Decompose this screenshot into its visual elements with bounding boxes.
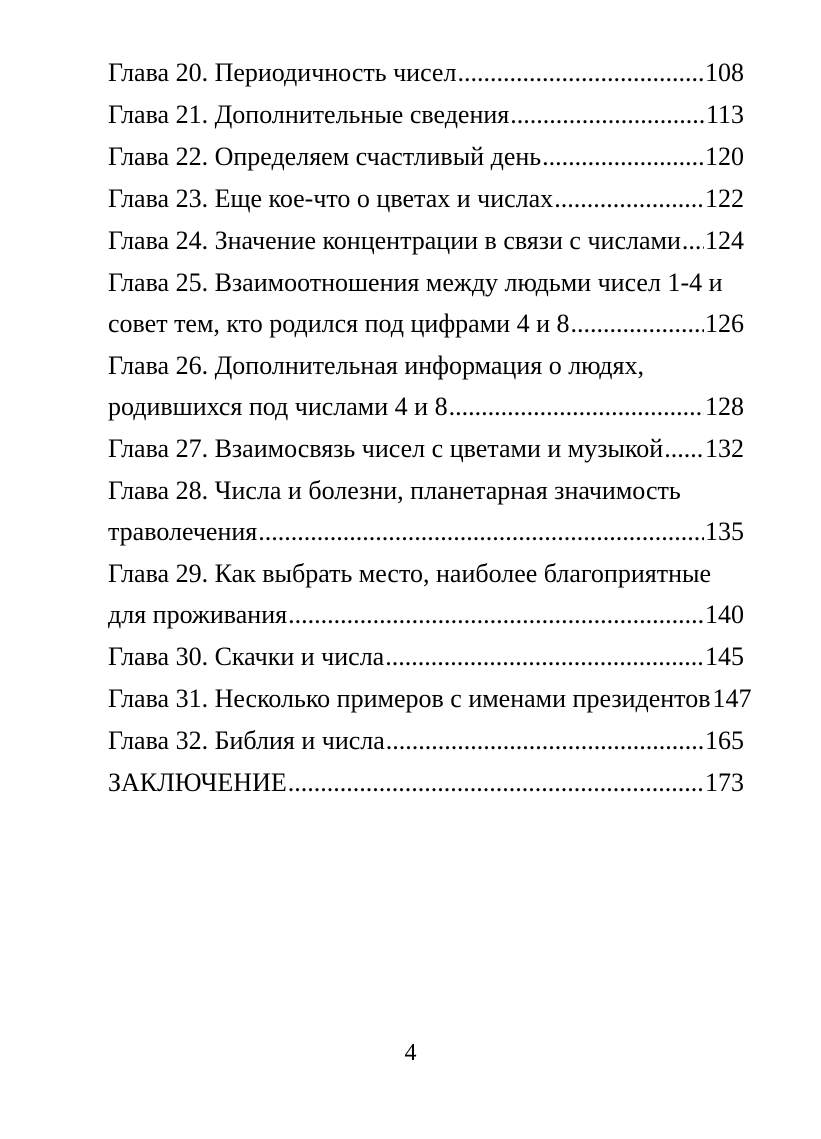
toc-entry bbox=[108, 678, 752, 719]
dot-leader bbox=[449, 386, 704, 427]
toc-entry bbox=[108, 636, 744, 677]
toc-entry-title: Глава 30. Скачки и числа bbox=[108, 642, 385, 671]
toc-entry-line bbox=[108, 52, 744, 93]
toc-entry-page: 113 bbox=[705, 100, 744, 129]
dot-leader bbox=[542, 136, 704, 177]
toc-entry bbox=[108, 762, 744, 803]
toc-entry bbox=[108, 220, 744, 261]
toc-entry-title: Глава 24. Значение концентрации в связи с числами bbox=[108, 226, 681, 255]
toc-entry bbox=[108, 345, 744, 427]
toc-entry-title: Глава 20. Периодичность чисел bbox=[108, 58, 457, 87]
toc-entry bbox=[108, 262, 744, 344]
toc-entry bbox=[108, 52, 744, 93]
toc-entry-page: 132 bbox=[705, 434, 744, 463]
dot-leader bbox=[457, 52, 704, 93]
toc-entry bbox=[108, 178, 744, 219]
dot-leader bbox=[682, 220, 704, 261]
toc-entry-title: Глава 23. Еще кое-что о цветах и числах bbox=[108, 184, 554, 213]
toc-entry-title: родившихся под числами 4 и 8 bbox=[108, 392, 448, 421]
toc-entry-title: Глава 31. Несколько примеров с именами президентов bbox=[108, 684, 711, 713]
toc-entry-page: 173 bbox=[705, 768, 744, 797]
dot-leader bbox=[510, 94, 705, 135]
toc-entry-title: ЗАКЛЮЧЕНИЕ bbox=[108, 768, 287, 797]
toc-entry-line bbox=[108, 470, 744, 511]
toc-entry-title: Глава 27. Взаимосвязь чисел с цветами и музыкой bbox=[108, 434, 664, 463]
toc-entry-title: Глава 29. Как выбрать место, наиболее благоприятные bbox=[108, 559, 711, 588]
toc-entry-page: 122 bbox=[705, 184, 744, 213]
dot-leader bbox=[571, 303, 705, 344]
toc-entry-title: Глава 25. Взаимоотношения между людьми чисел 1-4 и bbox=[108, 268, 723, 297]
toc-entry-line bbox=[108, 511, 744, 552]
toc-entry-page: 124 bbox=[705, 226, 744, 255]
page-number: 4 bbox=[404, 1040, 417, 1066]
toc-entry-line bbox=[108, 94, 744, 135]
toc-entry bbox=[108, 428, 744, 469]
toc-entry-page: 135 bbox=[705, 517, 744, 546]
toc-entry-line bbox=[108, 136, 744, 177]
toc-entry-title: Глава 28. Числа и болезни, планетарная значимость bbox=[108, 476, 681, 505]
toc-entry-page: 108 bbox=[705, 58, 744, 87]
toc-entry-page: 120 bbox=[705, 142, 744, 171]
toc-entry-page: 126 bbox=[705, 309, 744, 338]
toc-entry-line bbox=[108, 386, 744, 427]
toc-entry-line bbox=[108, 220, 744, 261]
toc-entry-title: Глава 32. Библия и числа bbox=[108, 726, 385, 755]
toc-entry-page: 140 bbox=[705, 600, 744, 629]
toc-entry bbox=[108, 94, 744, 135]
toc-entry bbox=[108, 136, 744, 177]
toc-entry-page: 128 bbox=[705, 392, 744, 421]
toc-entry-line bbox=[108, 594, 744, 635]
toc-entry-line bbox=[108, 428, 744, 469]
toc-entry-line bbox=[108, 762, 744, 803]
toc-entry-line bbox=[108, 678, 752, 719]
dot-leader bbox=[554, 178, 704, 219]
toc-entry bbox=[108, 470, 744, 552]
toc-entry-line bbox=[108, 178, 744, 219]
toc-entry-page: 165 bbox=[705, 726, 744, 755]
toc-entry-line bbox=[108, 303, 744, 344]
toc-entry-line bbox=[108, 636, 744, 677]
toc-entry bbox=[108, 553, 744, 635]
toc-entry-title: Глава 26. Дополнительная информация о людях, bbox=[108, 351, 644, 380]
dot-leader bbox=[385, 636, 704, 677]
toc-entry-title: для проживания bbox=[108, 600, 288, 629]
dot-leader bbox=[664, 428, 704, 469]
toc-entry-line bbox=[108, 262, 744, 303]
toc-entry-page: 145 bbox=[705, 642, 744, 671]
toc-entry bbox=[108, 720, 744, 761]
toc-entry-title: Глава 22. Определяем счастливый день bbox=[108, 142, 542, 171]
toc-entry-line bbox=[108, 720, 744, 761]
dot-leader bbox=[258, 511, 704, 552]
toc-entry-page: 147 bbox=[712, 684, 752, 713]
dot-leader bbox=[288, 594, 704, 635]
toc-entry-title: траволечения bbox=[108, 517, 258, 546]
toc-entry-line bbox=[108, 553, 744, 594]
toc-entry-title: совет тем, кто родился под цифрами 4 и 8 bbox=[108, 309, 570, 338]
dot-leader bbox=[386, 720, 704, 761]
dot-leader bbox=[288, 762, 704, 803]
toc-entry-line bbox=[108, 345, 744, 386]
toc-entry-title: Глава 21. Дополнительные сведения bbox=[108, 100, 510, 129]
table-of-contents bbox=[108, 52, 752, 804]
